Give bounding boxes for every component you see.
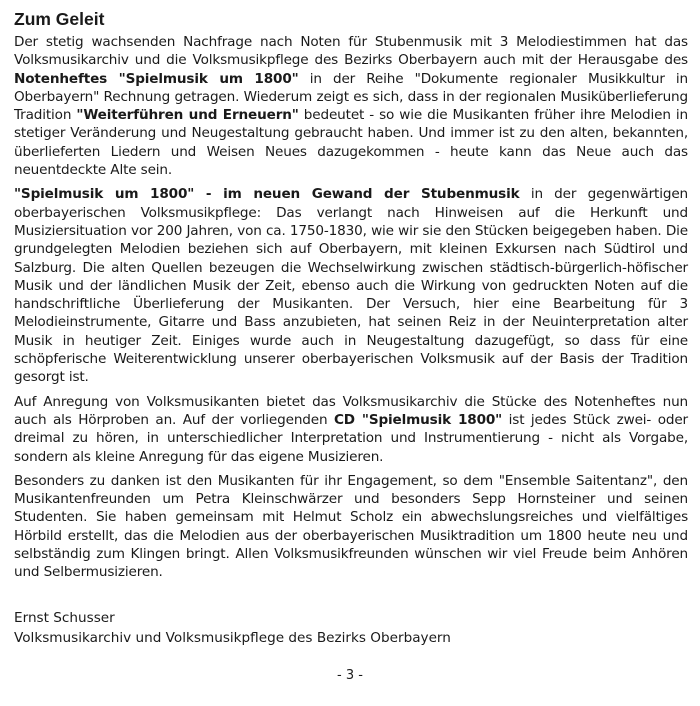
signature-block	[14, 608, 688, 648]
paragraph-stubenmusik	[14, 185, 688, 386]
bold-phrase: CD "Spielmusik 1800"	[333, 411, 503, 428]
page-number: - 3 -	[337, 668, 363, 683]
paragraph-text: bedeutet - so wie die Musikanten früher ihre Melodien in stetiger Veränderung und Neugestaltung gebraucht haben. Und immer ist zu den alten, bekannten, überlieferten Liedern und Weisen Neues dazugekommen - heute kann das Neue auch das neuentdeckte Alte sein.	[14, 107, 688, 179]
bold-phrase: "Weiterführen und Erneuern"	[76, 107, 299, 124]
paragraph-text: Der stetig wachsenden Nachfrage nach Noten für Stubenmusik mit 3 Melodiestimmen hat das Volksmusikarchiv und die Volksmusikpflege des Bezirks Oberbayern auch mit der Herausgabe des	[14, 34, 688, 69]
signature-organization: Volksmusikarchiv und Volksmusikpflege des Bezirks Oberbayern	[14, 629, 451, 646]
paragraph-text: in der Reihe "Dokumente regionaler Musikkultur in Oberbayern" Rechnung getragen. Wiederum zeigt es sich, dass in der regionalen Musiküberlieferung Tradition	[14, 70, 689, 124]
paragraph-intro	[14, 33, 688, 179]
bold-phrase: "Spielmusik um 1800" - im neuen Gewand der Stubenmusik	[14, 186, 520, 203]
paragraph-thanks: Besonders zu danken ist den Musikanten für ihr Engagement, so dem "Ensemble Saitentanz", den Musikantenfreunden um Petra Kleinschwärzer und besonders Sepp Hornsteiner und seinen Studenten. Sie haben gemeinsam mit Helmut Scholz ein abwechslungsreiches und vielfältiges Hörbild erstellt, das die Melodien aus der oberbayerischen Musiktradition um 1800 heute neu und selbständig zum Klingen bringt. Allen Volksmusikfreunden wünschen wir viel Freude beim Anhören und Selbermusizieren.	[14, 472, 688, 581]
bold-phrase: Notenheftes "Spielmusik um 1800"	[14, 70, 299, 87]
paragraph-cd	[14, 393, 688, 466]
paragraph-text: in der gegenwärtigen oberbayerischen Volksmusikpflege: Das verlangt nach Hinweisen auf die Herkunft und Musiziersituation vor 200 Jahren, von ca. 1750-1830, wie wir sie den Stücken beigegeben haben. Die grundgelegten Melodien beziehen sich auf Oberbayern, mit kleinen Exkursen nach Südtirol und Salzburg. Die alten Quellen bezeugen die Wechselwirkung zwischen städtisch-bürgerlich-höfischer Musik und der ländlichen Musik der Zeit, ebenso auch die Wirkung von gedruckten Noten auf die handschriftliche Überlieferung der Musikanten. Der Versuch, hier eine Bearbeitung für 3 Melodieinstrumente, Gitarre und Bass anzubieten, hat seinen Reiz in der Neuinterpretation alter Musik in heutiger Zeit. Einiges wurde auch in Neugestaltung dazugefügt, so dass für eine schöpferische Weiterentwicklung unserer oberbayerischen Volksmusik auf der Basis der Tradition gesorgt ist.	[14, 186, 689, 386]
signature-name: Ernst Schusser	[14, 609, 115, 626]
paragraph-text: Auf Anregung von Volksmusikanten bietet das Volksmusikarchiv die Stücke des Notenheftes nun auch als Hörproben an. Auf der vorliegenden	[14, 393, 688, 428]
paragraph-text: ist jedes Stück zwei- oder dreimal zu hören, in unterschiedlicher Interpretation und Instrumentierung - nicht als Vorgabe, sondern als kleine Anregung für das eigene Musizieren.	[14, 411, 688, 465]
page-title: Zum Geleit	[14, 9, 105, 29]
